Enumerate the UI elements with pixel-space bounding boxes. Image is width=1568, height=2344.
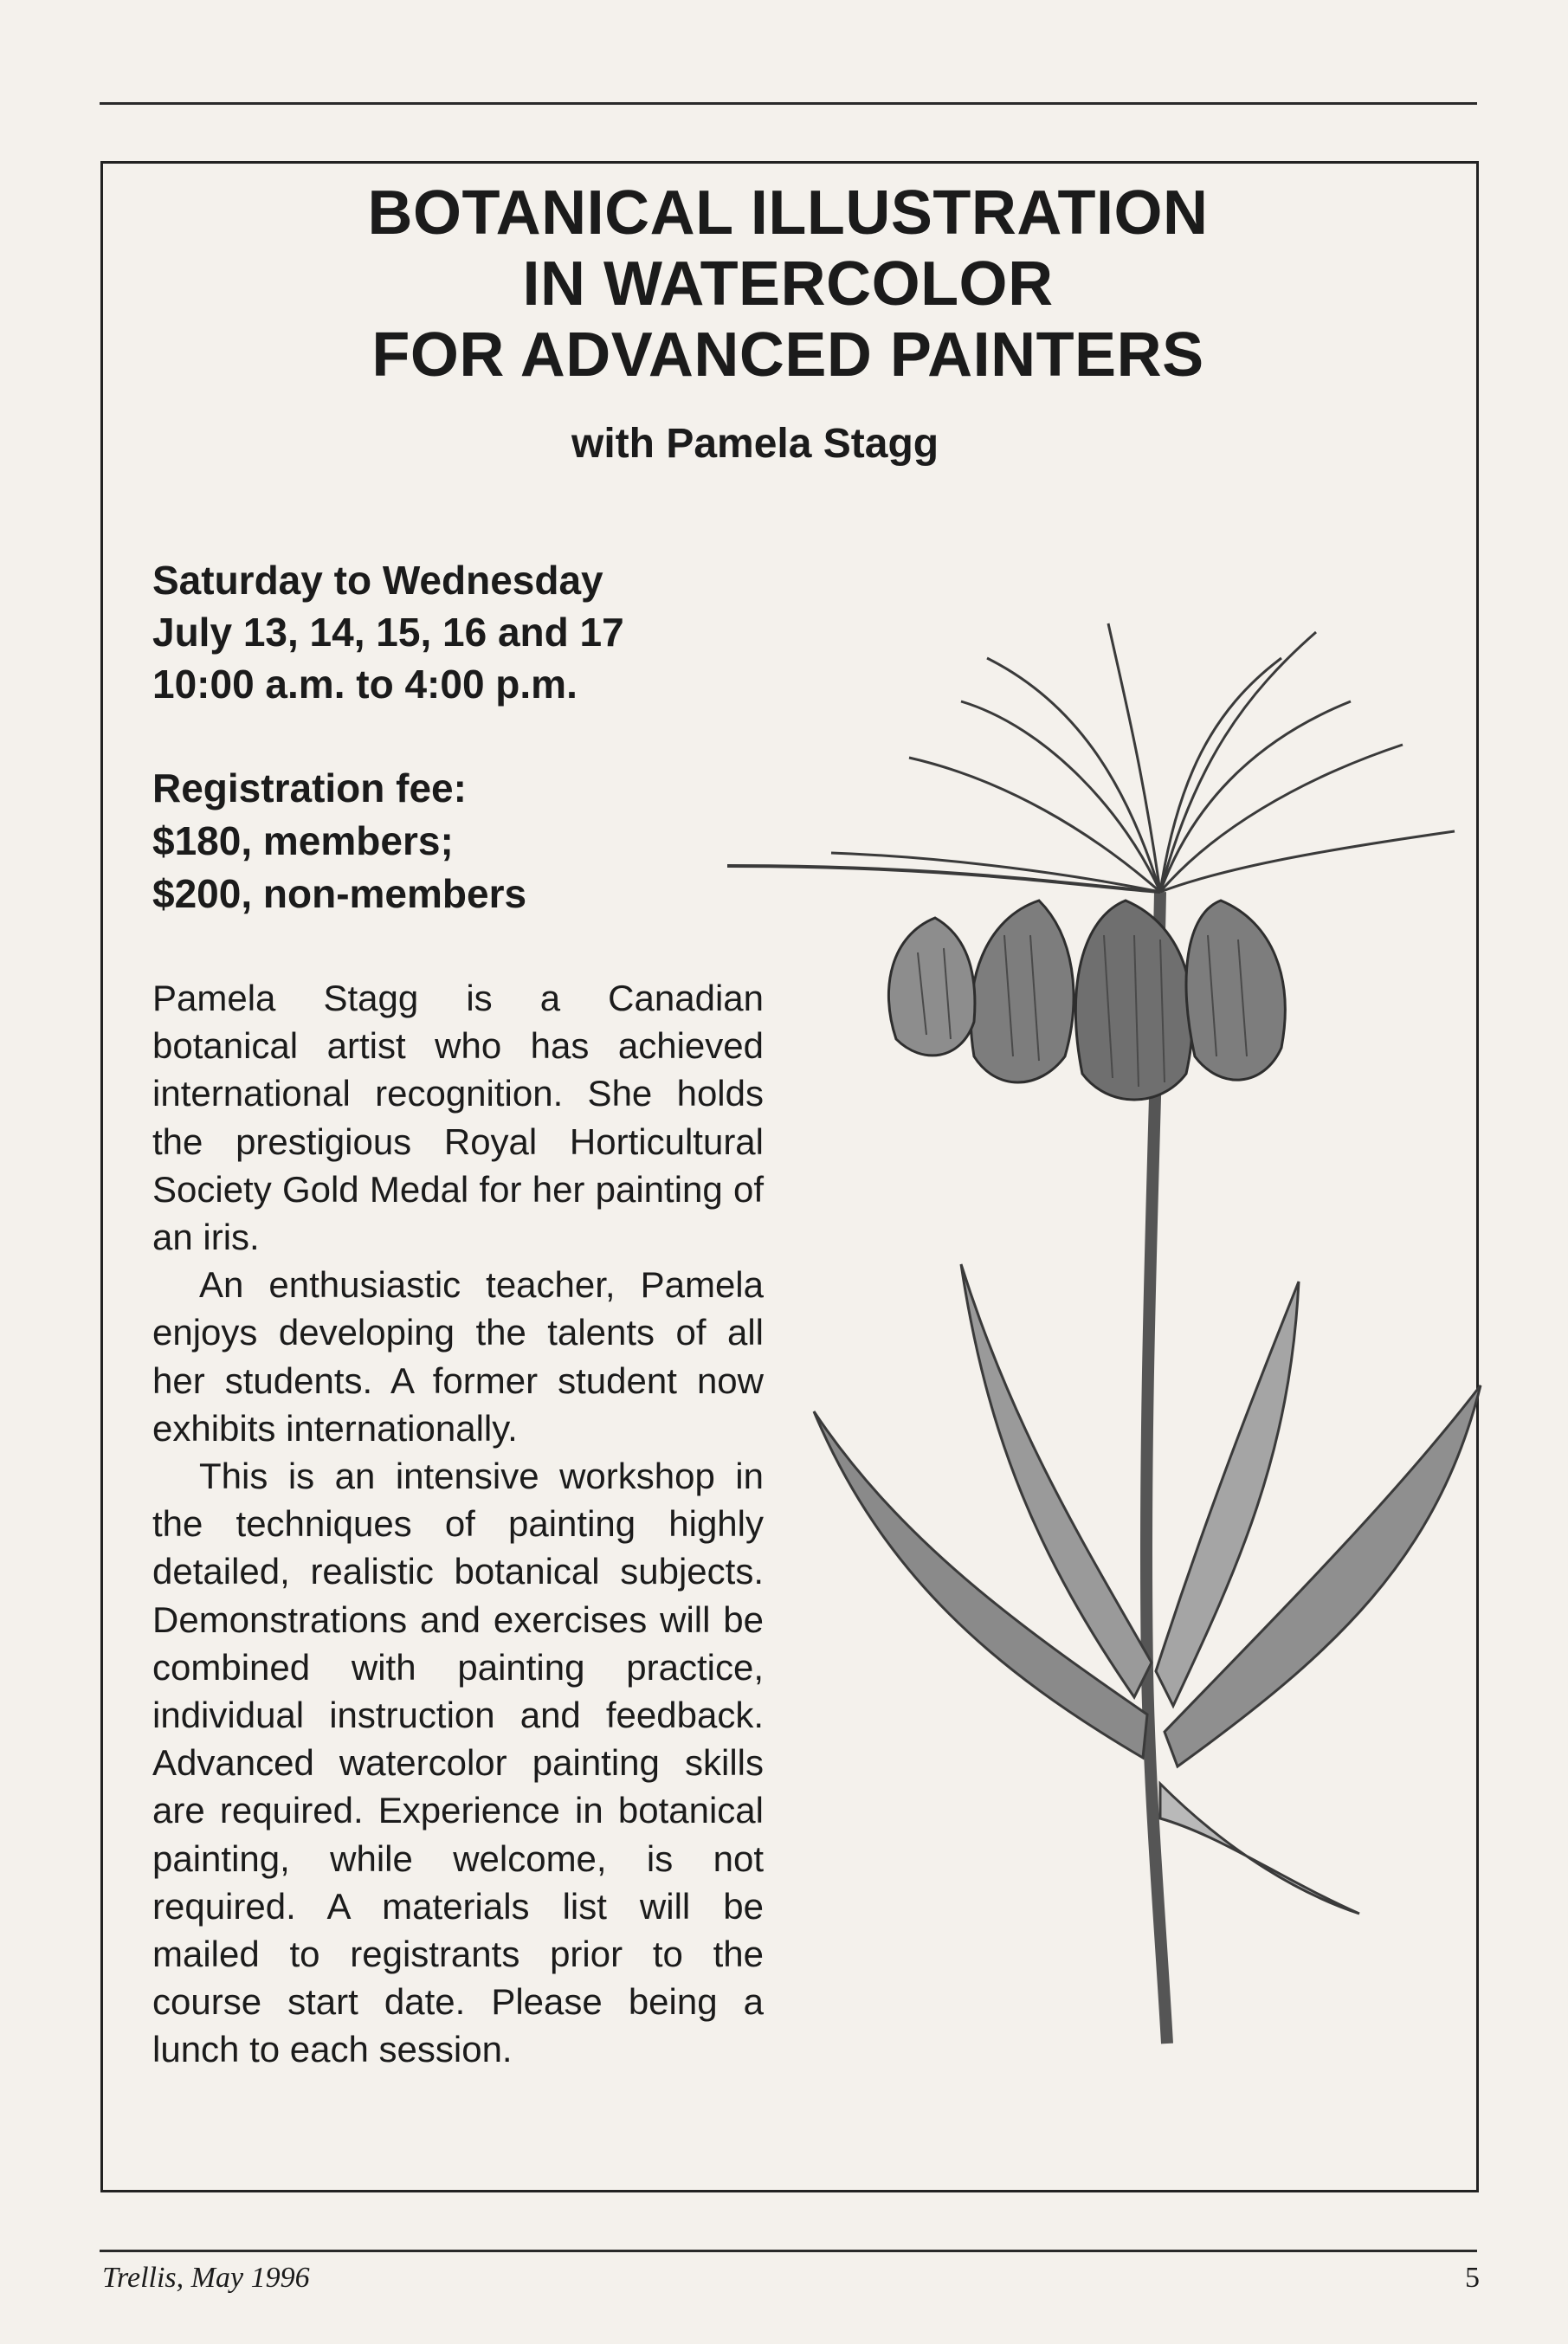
crown-imperial-flower-icon (675, 606, 1541, 2078)
top-rule (100, 102, 1477, 105)
article-body (152, 974, 764, 2074)
schedule-dates: July 13, 14, 15, 16 and 17 (152, 610, 624, 655)
body-paragraph-1: Pamela Stagg is a Canadian botanical artist who has achieved international recognition. She holds the prestigious Royal Horticultural Society Gold Medal for her painting of an iris. (152, 978, 764, 1258)
body-paragraph-2: An enthusiastic teacher, Pamela enjoys developing the talents of all her students. A former student now exhibits internationally. (152, 1264, 764, 1449)
publication-footer: Trellis, May 1996 (102, 2262, 310, 2294)
article-title (139, 178, 1437, 391)
schedule-block (152, 554, 624, 710)
body-paragraph-3: This is an intensive workshop in the techniques of painting highly detailed, realistic botanical subjects. Demonstrations and exercises will be combined with painting practice, individual instruction and feedback. Advanced watercolor painting skills are required. Experience in botanical painting, while welcome, is not required. A materials list will be mailed to registrants prior to the course start date. Please being a lunch to each session. (152, 1456, 764, 2070)
instructor-byline: with Pamela Stagg (571, 421, 939, 467)
schedule-days: Saturday to Wednesday (152, 558, 603, 603)
title-line-2: IN WATERCOLOR (522, 249, 1054, 319)
page-number: 5 (1465, 2262, 1480, 2294)
fee-label: Registration fee: (152, 765, 467, 810)
fee-members: $180, members; (152, 818, 454, 863)
title-line-3: FOR ADVANCED PAINTERS (371, 320, 1204, 390)
schedule-time: 10:00 a.m. to 4:00 p.m. (152, 662, 578, 707)
fee-nonmembers: $200, non-members (152, 871, 527, 916)
registration-fee-block (152, 762, 526, 920)
title-line-1: BOTANICAL ILLUSTRATION (367, 178, 1209, 248)
bottom-rule (100, 2250, 1477, 2252)
